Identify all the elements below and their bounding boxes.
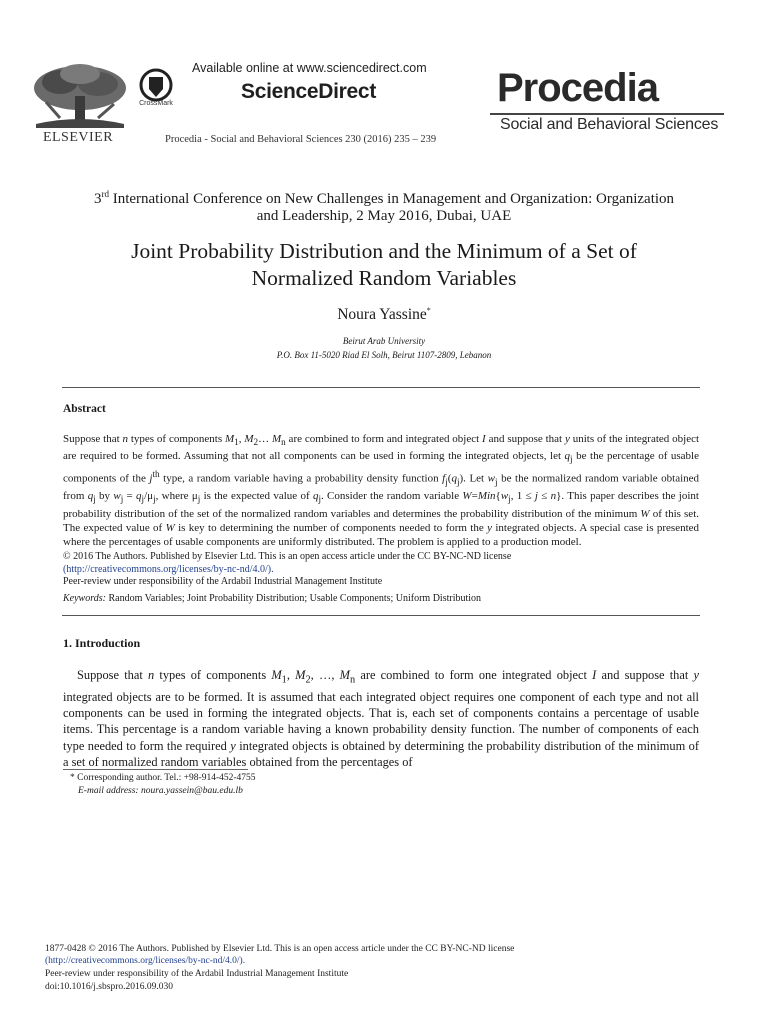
abstract-peer-review: Peer-review under responsibility of the Ardabil Industrial Management Institute [63, 576, 383, 587]
author-name [40, 306, 728, 324]
conference-ordinal: 3 [93, 191, 102, 207]
introduction-body: Suppose that n types of components $M_1$, $M_2$, …, $M_n$ are combined to form one integrated object I and suppose that y integrated objects are to be formed. It is assumed that each integrated object requires one component of each type and not all components can be used in forming the integrated objects. That is, each set of components contains a percentage of usable items. This percentage is a random variable having a known probability density function. The number of components of each type needed to form the required y integrated objects is obtained by determining the probability distribution of the minimum of a set of normalized random variables obtained from the percentages of [63, 668, 700, 769]
author-footnote-mark[interactable]: * [426, 306, 431, 315]
conference-line-2: and Leadership, 2 May 2016, Dubai, UAE [256, 208, 512, 224]
paper-title [40, 238, 728, 292]
footnote-rule [63, 769, 248, 770]
procedia-wordmark: Procedia [497, 66, 658, 110]
conference-line-1: International Conference on New Challenges in Management and Organization: Organization [108, 191, 675, 207]
sciencedirect-wordmark: ScienceDirect [241, 80, 377, 103]
conference-ordinal-suffix: rd [101, 189, 109, 199]
footer-copyright: 1877-0428 © 2016 The Authors. Published by Elsevier Ltd. This is an open access article under the CC BY-NC-ND license [45, 944, 515, 954]
footer-license-link[interactable]: (http://creativecommons.org/licenses/by-nc-nd/4.0/). [45, 956, 246, 966]
abstract-license-link[interactable]: (http://creativecommons.org/licenses/by-nc-nd/4.0/). [63, 564, 274, 575]
author-email[interactable]: E-mail address: noura.yassein@bau.edu.lb [78, 786, 243, 796]
abstract-bottom-rule [62, 615, 700, 616]
keywords [63, 593, 481, 604]
procedia-subtitle: Social and Behavioral Sciences [500, 116, 719, 133]
paper-title-line-1: Joint Probability Distribution and the Minimum of a Set of [131, 239, 637, 263]
introduction-heading: 1. Introduction [63, 636, 141, 650]
paper-title-line-2: Normalized Random Variables [251, 266, 517, 290]
abstract-heading: Abstract [63, 403, 106, 415]
corresponding-author-footnote: * Corresponding author. Tel.: +98-914-452-4755 [70, 773, 256, 783]
keywords-label: Keywords: [63, 593, 106, 604]
abstract-top-rule [62, 387, 700, 388]
affiliation-institution: Beirut Arab University [342, 336, 426, 346]
publisher-name: ELSEVIER [42, 130, 114, 145]
crossmark-label: CrossMark [139, 100, 173, 107]
footer-peer-review: Peer-review under responsibility of the Ardabil Industrial Management Institute [45, 969, 349, 979]
abstract-copyright: © 2016 The Authors. Published by Elsevier Ltd. This is an open access article under the CC BY-NC-ND license [63, 551, 512, 562]
journal-reference: Procedia - Social and Behavioral Sciences 230 (2016) 235 – 239 [165, 134, 437, 145]
affiliation-address: P.O. Box 11-5020 Riad El Solh, Beirut 1107-2809, Lebanon [276, 350, 492, 360]
procedia-divider [490, 113, 724, 115]
footer-doi[interactable]: doi:10.1016/j.sbspro.2016.09.030 [45, 982, 173, 992]
keywords-list: Random Variables; Joint Probability Distribution; Usable Components; Uniform Distribution [105, 593, 482, 604]
author-name-text: Noura Yassine [337, 306, 427, 324]
abstract-body: Suppose that n types of components $M_1$, $M_2\dots$ $M_n$ are combined to form and integrated object I and suppose that y units of the integrated object are required to be formed. Assuming that not all components can be used in forming the integrated objects, let $q_j$ be the percentage of usable components of the $j^{th}$ type, a random variable having a probability density function $f_j(q_j)$. Let $w_j$ be the normalized random variable obtained from $q_j$ by $w_j = q_j/\mu_j$, where $\mu_j$ is the expected value of $q_j$. Consider the random variable $W=Min\{w_j$, 1 ≤ j ≤ n}. This paper describes the joint probability distribution of the set of the normalized random variables and determines the probability distribution of the minimum W of this set. The expected value of W is key to determining the number of components needed to form the y integrated objects. A special case is presented where the percentages of usable components are uniformly distributed. The problem is applied to a production model. [63, 433, 700, 549]
conference-name [40, 186, 728, 225]
available-online-text: Available online at www.sciencedirect.com [192, 61, 427, 75]
